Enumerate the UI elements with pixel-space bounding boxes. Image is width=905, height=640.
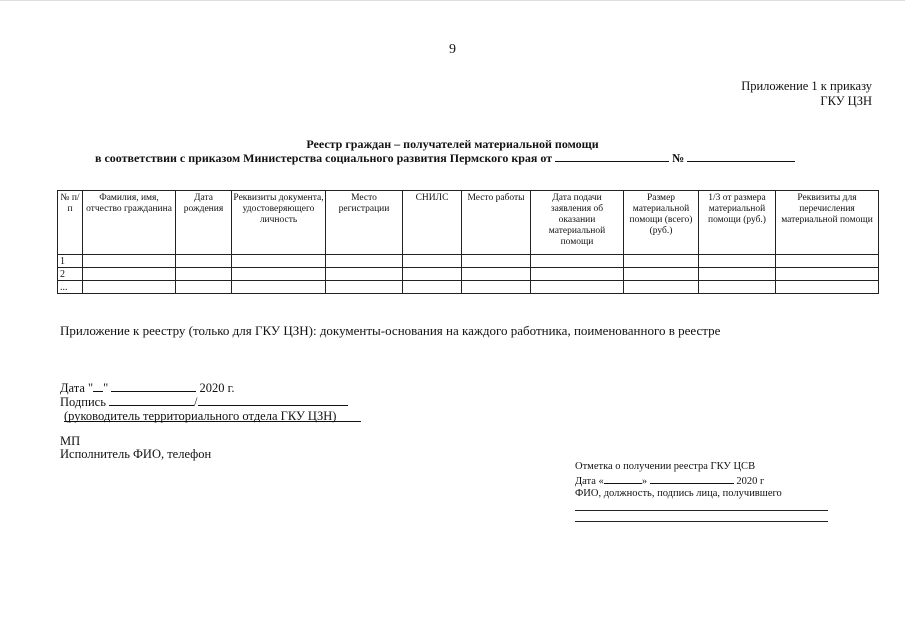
header-cell: Дата рождения — [176, 191, 232, 255]
header-cell: СНИЛС — [403, 191, 462, 255]
header-cell: Реквизиты документа, удостоверяющего личность — [232, 191, 326, 255]
name-blank[interactable] — [198, 396, 348, 406]
header-cell: Место работы — [462, 191, 531, 255]
header-cell: Фамилия, имя, отчество гражданина — [83, 191, 176, 255]
signature-label: Подпись — [60, 395, 106, 409]
number-sign: № — [672, 151, 685, 165]
table-row — [58, 255, 879, 268]
role-underline — [64, 421, 361, 422]
day-blank[interactable] — [93, 382, 103, 392]
table-cell[interactable] — [176, 255, 232, 268]
signature-slash: / — [194, 395, 198, 409]
table-cell[interactable] — [699, 255, 776, 268]
header-cell: 1/3 от размера материальной помощи (руб.) — [699, 191, 776, 255]
date-quote: " — [103, 381, 109, 395]
receipt-date — [575, 474, 782, 489]
table-cell[interactable] — [403, 268, 462, 281]
receipt-day-blank[interactable] — [604, 474, 642, 484]
receipt-blank-line-2[interactable] — [575, 521, 828, 522]
table-cell[interactable] — [232, 255, 326, 268]
table-cell[interactable] — [326, 268, 403, 281]
receipt-signatory: ФИО, должность, подпись лица, получившего — [575, 488, 782, 499]
appendix-note — [741, 79, 872, 109]
top-edge — [0, 0, 905, 1]
header-cell: Место регистрации — [326, 191, 403, 255]
attachment-note: Приложение к реестру (только для ГКУ ЦЗН): документы-основания на каждого работника, поименованного в реестре — [60, 323, 721, 338]
header-cell: Размер материальной помощи (всего) (руб.) — [624, 191, 699, 255]
order-date-blank[interactable] — [555, 151, 669, 162]
table-cell[interactable] — [176, 268, 232, 281]
table-cell[interactable] — [83, 281, 176, 294]
header-cell: № п/п — [58, 191, 83, 255]
page-number: 9 — [449, 42, 456, 57]
table-cell[interactable] — [326, 281, 403, 294]
table-cell[interactable] — [462, 255, 531, 268]
table-cell[interactable] — [699, 281, 776, 294]
order-number-blank[interactable] — [687, 151, 795, 162]
document-title: Реестр граждан – получателей материальной помощи — [306, 137, 599, 151]
date-line — [60, 381, 234, 396]
table-cell[interactable] — [624, 268, 699, 281]
signature-line — [60, 395, 348, 410]
header-cell: Дата подачи заявления об оказании материальной помощи — [531, 191, 624, 255]
table-cell[interactable] — [232, 268, 326, 281]
table-cell[interactable] — [176, 281, 232, 294]
receipt-blank-line-1[interactable] — [575, 510, 828, 511]
table-cell[interactable] — [531, 255, 624, 268]
registry-table — [57, 190, 879, 294]
appendix-line-2: ГКУ ЦЗН — [820, 94, 872, 108]
table-cell[interactable] — [624, 281, 699, 294]
table-row — [58, 268, 879, 281]
header-cell: Реквизиты для перечисления материальной помощи — [776, 191, 879, 255]
table-cell[interactable] — [462, 281, 531, 294]
table-cell[interactable] — [624, 255, 699, 268]
receipt-block — [575, 461, 782, 501]
table-cell[interactable] — [326, 255, 403, 268]
row-number: ... — [58, 281, 83, 294]
receipt-title: Отметка о получении реестра ГКУ ЦСВ — [575, 461, 756, 472]
appendix-line-1: Приложение 1 к приказу — [741, 79, 872, 93]
executor-line: Исполнитель ФИО, телефон — [60, 447, 212, 461]
table-cell[interactable] — [776, 268, 879, 281]
table-cell[interactable] — [83, 255, 176, 268]
row-number: 1 — [58, 255, 83, 268]
table-cell[interactable] — [83, 268, 176, 281]
subtitle-text: в соответствии с приказом Министерства социального развития Пермского края от — [95, 151, 553, 165]
receipt-date-close: » — [641, 475, 648, 487]
head-role-caption: (руководитель территориального отдела ГКУ ЦЗН) — [64, 409, 337, 423]
stamp-place: МП — [60, 434, 81, 448]
table-cell[interactable] — [403, 255, 462, 268]
table-row — [58, 281, 879, 294]
table-cell[interactable] — [776, 255, 879, 268]
receipt-month-blank[interactable] — [650, 474, 734, 484]
table-cell[interactable] — [403, 281, 462, 294]
receipt-date-label: Дата « — [575, 475, 604, 487]
document-subtitle — [95, 151, 795, 166]
table-cell[interactable] — [462, 268, 531, 281]
table-header-row — [58, 191, 879, 255]
table-cell[interactable] — [232, 281, 326, 294]
table-cell[interactable] — [531, 268, 624, 281]
receipt-year: 2020 г — [736, 475, 765, 487]
date-year: 2020 г. — [199, 381, 235, 395]
month-blank[interactable] — [111, 382, 196, 392]
date-prefix: Дата " — [60, 381, 94, 395]
signature-blank[interactable] — [109, 396, 194, 406]
table-cell[interactable] — [699, 268, 776, 281]
row-number: 2 — [58, 268, 83, 281]
table-cell[interactable] — [776, 281, 879, 294]
table-cell[interactable] — [531, 281, 624, 294]
